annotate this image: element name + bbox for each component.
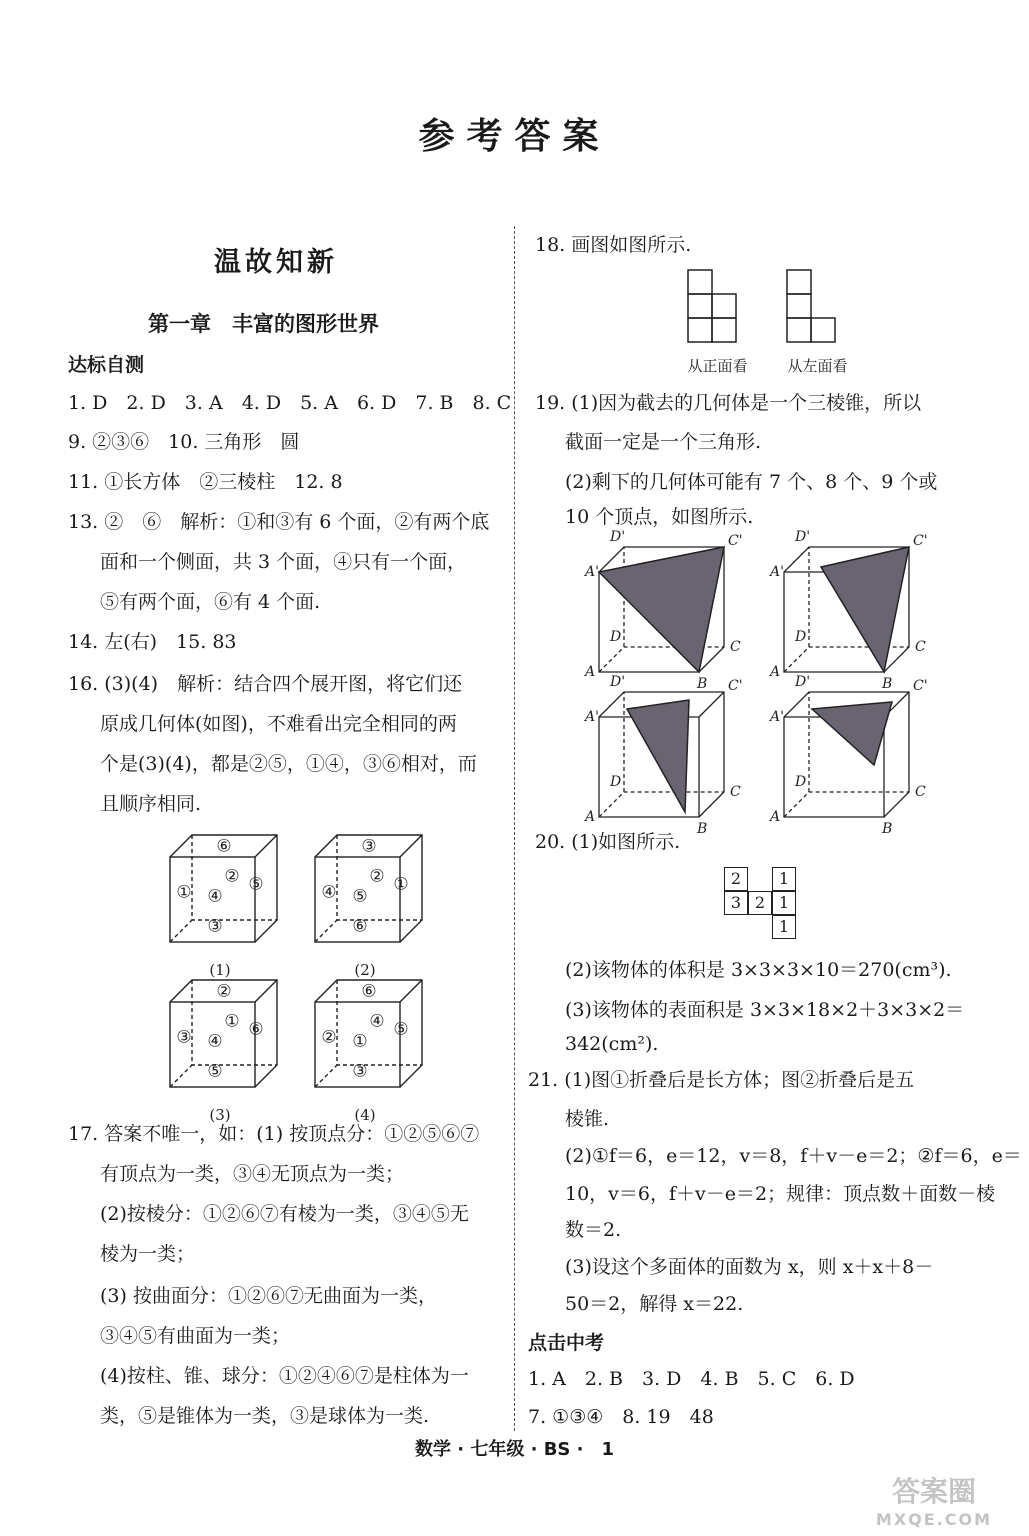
column-divider xyxy=(514,226,515,1431)
face-number: ③ xyxy=(352,1061,368,1082)
truncated-cube-figures xyxy=(585,529,928,837)
truncated-cube xyxy=(583,529,743,692)
answer-line-1: 1. D 2. D 3. A 4. D 5. A 6. D 7. B 8. C xyxy=(68,392,512,414)
vertex-label: D xyxy=(610,629,622,645)
answer-20-line: (2)该物体的体积是 3×3×3×10＝270(cm³). xyxy=(565,959,952,981)
section-title: 温故知新 xyxy=(214,247,338,278)
vertex-label: D' xyxy=(610,674,626,690)
face-number: ⑤ xyxy=(393,1019,409,1040)
vertex-label: D xyxy=(795,774,807,790)
grid-cell: 1 xyxy=(772,867,796,891)
cube-figures xyxy=(160,825,490,1125)
answer-21-line: (3)设这个多面体的面数为 x，则 x＋x＋8－ xyxy=(565,1256,934,1278)
cross-section-triangle xyxy=(599,547,724,672)
cube-figure xyxy=(315,835,422,979)
face-number: ③ xyxy=(207,916,223,937)
face-number: ④ xyxy=(369,1011,385,1032)
answer-20-line: 342(cm²). xyxy=(565,1033,659,1055)
vertex-label: B xyxy=(697,676,708,692)
watermark-line1: 答案圈 xyxy=(891,1475,976,1508)
view-square xyxy=(787,270,811,294)
cube-hidden-edge xyxy=(170,920,192,942)
face-number: ③ xyxy=(176,1027,192,1048)
answer-20-line: 20. (1)如图所示. xyxy=(535,831,681,853)
grid-cell: 2 xyxy=(724,867,748,891)
view-square xyxy=(712,294,736,318)
vertex-label: C' xyxy=(913,678,928,694)
answer-21-line: 数＝2. xyxy=(565,1219,622,1241)
vertex-label: C' xyxy=(728,533,743,549)
vertex-label: A xyxy=(585,664,596,680)
answer-16-line: 原成几何体(如图)，不难看出完全相同的两 xyxy=(100,713,457,735)
watermark-line2: MXQE.COM xyxy=(875,1510,993,1529)
vertex-label: A xyxy=(770,664,781,680)
cube-figure xyxy=(170,835,277,979)
top-view-grid xyxy=(724,867,799,939)
vertex-label: C xyxy=(915,784,926,800)
truncated-cube xyxy=(768,674,928,837)
answer-21-line: 10，v＝6，f＋v－e＝2；规律：顶点数＋面数－棱 xyxy=(565,1183,996,1205)
view-square xyxy=(787,318,811,342)
vertex-label: A' xyxy=(585,564,599,580)
face-number: ⑤ xyxy=(352,886,368,907)
answer-19-line: 19. (1)因为截去的几何体是一个三棱锥，所以 xyxy=(535,392,922,414)
vertex-label: C xyxy=(915,639,926,655)
cube-caption: (2) xyxy=(354,961,376,979)
answer-18-line: 18. 画图如图所示. xyxy=(535,234,692,256)
cube-caption: (1) xyxy=(209,961,231,979)
cross-section-triangle xyxy=(627,700,689,812)
truncated-cube xyxy=(583,674,743,837)
cube-caption: (4) xyxy=(354,1106,376,1124)
face-number: ⑥ xyxy=(248,1019,264,1040)
face-number: ① xyxy=(176,882,192,903)
three-view-drawing xyxy=(680,265,860,345)
face-number: ① xyxy=(224,1011,240,1032)
answer-17-line: 17. 答案不唯一，如：(1) 按顶点分：①②⑤⑥⑦ xyxy=(68,1123,480,1145)
answer-21-line: (2)①f＝6，e＝12，v＝8，f＋v－e＝2；②f＝6，e＝ xyxy=(565,1145,1022,1167)
face-number: ② xyxy=(369,866,385,887)
cube-edge xyxy=(255,980,277,1002)
answer-16-line: 16. (3)(4) 解析：结合四个展开图，将它们还 xyxy=(68,673,463,695)
subsection-exam: 点击中考 xyxy=(528,1332,605,1354)
face-number: ⑤ xyxy=(248,874,264,895)
face-number: ⑥ xyxy=(352,916,368,937)
answer-21-line: 50＝2，解得 x＝22. xyxy=(565,1293,744,1315)
answer-19-line: (2)剩下的几何体可能有 7 个、8 个、9 个或 xyxy=(565,471,938,493)
exam-line-1: 1. A 2. B 3. D 4. B 5. C 6. D xyxy=(528,1368,855,1390)
face-number: ④ xyxy=(207,1031,223,1052)
vertex-label: C xyxy=(730,639,741,655)
cross-section-triangle xyxy=(812,702,892,765)
cube-hidden-edge xyxy=(170,1065,192,1087)
cube-edge xyxy=(699,692,724,717)
answer-16-line: 且顺序相同. xyxy=(100,793,202,815)
answer-17-line: (3) 按曲面分：①②⑥⑦无曲面为一类， xyxy=(100,1285,437,1307)
answer-19-line: 截面一定是一个三角形. xyxy=(565,431,762,453)
cube-edge xyxy=(255,835,277,857)
answer-17-line: ③④⑤有曲面为一类； xyxy=(100,1325,291,1347)
cross-section-triangle xyxy=(821,547,909,672)
vertex-label: D xyxy=(795,629,807,645)
exam-line-7: 7. ①③④ 8. 19 48 xyxy=(528,1406,714,1428)
answer-13-line: ⑤有两个面，⑥有 4 个面. xyxy=(100,591,321,613)
vertex-label: C' xyxy=(913,533,928,549)
vertex-label: A' xyxy=(585,709,599,725)
cube-hidden-edge xyxy=(315,1065,337,1087)
vertex-label: A' xyxy=(770,709,784,725)
face-number: ④ xyxy=(321,882,337,903)
answer-13-line: 13. ② ⑥ 解析：①和③有 6 个面，②有两个底 xyxy=(68,511,490,533)
front-view-caption: 从正面看 xyxy=(687,357,748,375)
cube-figure xyxy=(315,980,422,1124)
answer-17-line: 棱为一类； xyxy=(100,1243,196,1265)
face-number: ② xyxy=(216,981,232,1002)
answer-21-line: 21. (1)图①折叠后是长方体；图②折叠后是五 xyxy=(528,1069,915,1091)
subsection-self-test: 达标自测 xyxy=(68,354,145,376)
answer-19-line: 10 个顶点，如图所示. xyxy=(565,506,754,528)
cube-hidden-edge xyxy=(784,792,909,817)
face-number: ④ xyxy=(207,886,223,907)
answer-20-line: (3)该物体的表面积是 3×3×18×2＋3×3×2＝ xyxy=(565,999,965,1021)
cube-hidden-edge xyxy=(784,647,909,672)
vertex-label: D' xyxy=(795,529,811,545)
cube-edge xyxy=(400,835,422,857)
answer-16-line: 个是(3)(4)，都是②⑤，①④，③⑥相对，而 xyxy=(100,753,477,775)
answer-17-line: (4)按柱、锥、球分：①②④⑥⑦是柱体为一 xyxy=(100,1365,469,1387)
view-square xyxy=(688,294,712,318)
answer-17-line: (2)按棱分：①②⑥⑦有棱为一类，③④⑤无 xyxy=(100,1203,469,1225)
face-number: ③ xyxy=(361,836,377,857)
view-square xyxy=(712,318,736,342)
grid-cell: 2 xyxy=(748,891,772,915)
vertex-label: B xyxy=(882,821,893,837)
answer-13-line: 面和一个侧面，共 3 个面，④只有一个面， xyxy=(100,551,467,573)
vertex-label: D' xyxy=(610,529,626,545)
page-title: 参考答案 xyxy=(418,116,611,157)
vertex-label: A xyxy=(585,809,596,825)
watermark-logo xyxy=(859,1470,1009,1530)
cube-hidden-edge xyxy=(599,792,724,817)
view-square xyxy=(688,270,712,294)
cube-hidden-edge xyxy=(315,920,337,942)
view-square xyxy=(811,318,835,342)
face-number: ② xyxy=(321,1027,337,1048)
vertex-label: A' xyxy=(770,564,784,580)
left-view-caption: 从左面看 xyxy=(787,357,848,375)
vertex-label: D xyxy=(610,774,622,790)
answer-17-line: 有顶点为一类，③④无顶点为一类； xyxy=(100,1163,405,1185)
grid-cell: 3 xyxy=(724,891,748,915)
view-square xyxy=(688,318,712,342)
answer-line-14: 14. 左(右) 15. 83 xyxy=(68,631,237,653)
truncated-cube xyxy=(768,529,928,692)
cube-edge xyxy=(400,980,422,1002)
vertex-label: B xyxy=(882,676,893,692)
view-square xyxy=(787,294,811,318)
vertex-label: D' xyxy=(795,674,811,690)
face-number: ① xyxy=(393,874,409,895)
grid-cell: 1 xyxy=(772,915,796,939)
vertex-label: C xyxy=(730,784,741,800)
face-number: ⑥ xyxy=(216,836,232,857)
cube-caption: (3) xyxy=(209,1106,231,1124)
cube-hidden-edge xyxy=(599,647,724,672)
face-number: ② xyxy=(224,866,240,887)
vertex-label: C' xyxy=(728,678,743,694)
face-number: ⑤ xyxy=(207,1061,223,1082)
grid-cell: 1 xyxy=(772,891,796,915)
page-footer: 数学 · 七年级 · BS · 1 xyxy=(414,1439,615,1460)
answer-line-11: 11. ①长方体 ②三棱柱 12. 8 xyxy=(68,471,343,493)
answer-line-9: 9. ②③⑥ 10. 三角形 圆 xyxy=(68,431,300,453)
cube-figure xyxy=(170,980,277,1124)
face-number: ① xyxy=(352,1031,368,1052)
vertex-label: B xyxy=(697,821,708,837)
answer-17-line: 类，⑤是锥体为一类，③是球体为一类. xyxy=(100,1405,430,1427)
vertex-label: A xyxy=(770,809,781,825)
answer-21-line: 棱锥. xyxy=(565,1108,610,1130)
face-number: ⑥ xyxy=(361,981,377,1002)
chapter-title: 第一章 丰富的图形世界 xyxy=(148,312,379,336)
